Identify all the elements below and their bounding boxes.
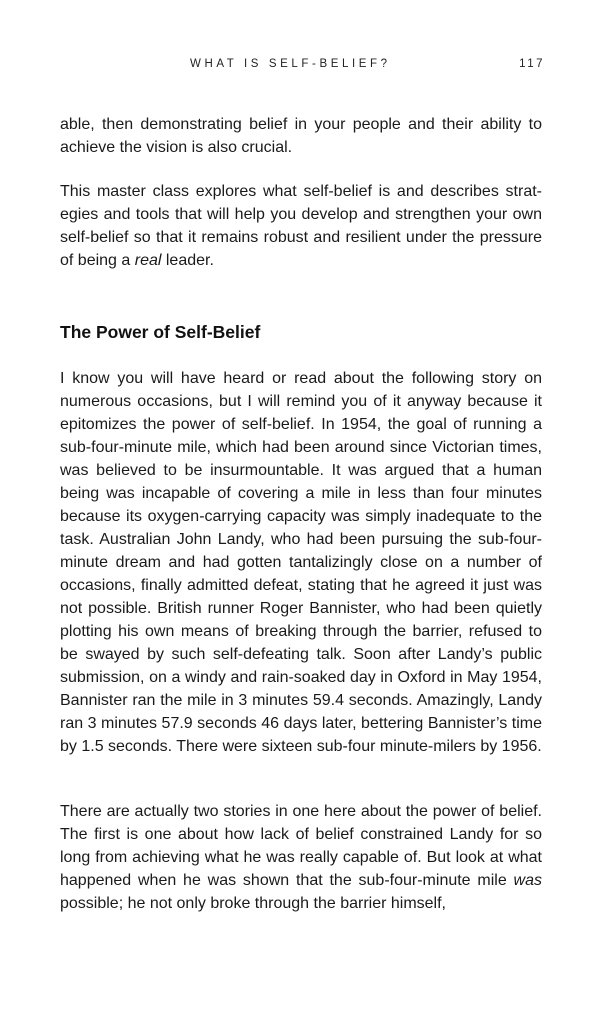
paragraph-bannister-story — [60, 367, 542, 758]
paragraph-3: I know you will have heard or read about the following story on numerous occasions, but I will remind you of it anyway because it epitomizes the power of self-belief. In 1954, the goal of running a sub-four-minute mile, which had been around since Victorian times, was believed to be insurmountable. It was argued that a human being was incapable of covering a mile in less than four minutes because its oxygen-carrying capacity was simply inadequate to the task. Australian John Landy, who had been pursuing the sub-four-minute dream and had gotten tantalizingly close on a number of occasions, finally admitted defeat, stating that he agreed it just was not possible. British runner Roger Bannister, who had been quietly plotting his own means of breaking through the barrier, refused to be swayed by such self-defeating talk. Soon after Landy’s public submission, on a windy and rain-soaked day in Oxford in May 1954, Bannister ran the mile in 3 minutes 59.4 seconds. Amazingly, Landy ran 3 minutes 57.9 seconds 46 days later, bettering Bannister’s time by 1.5 seconds. There were sixteen sub-four minute-milers by 1956. — [60, 370, 542, 755]
paragraph-4-text-b: possible; he not only broke through the barrier himself, — [60, 895, 446, 912]
paragraph-continuation — [60, 113, 542, 159]
paragraph-4-text-a: There are actually two stories in one here about the power of belief. The first is one about how lack of belief constrained Landy for so long from achieving what he was really capable of. But look at what happened when he was shown that the sub-four-minute mile — [60, 803, 542, 889]
page-number: 117 — [519, 58, 545, 70]
paragraph-2-emphasis: real — [134, 252, 162, 269]
paragraph-1: able, then demonstrating belief in your people and their ability to achieve the vision is also crucial. — [60, 116, 542, 156]
paragraph-master-class — [60, 180, 542, 272]
running-head — [60, 58, 545, 72]
paragraph-4 — [60, 800, 542, 915]
paragraph-two-stories — [60, 800, 542, 915]
paragraph-4-emphasis: was — [513, 872, 542, 889]
running-head-title: WHAT IS SELF-BELIEF? — [190, 58, 391, 70]
paragraph-2-text-b: leader. — [161, 252, 214, 269]
section-heading: The Power of Self-Belief — [60, 322, 261, 342]
paragraph-2 — [60, 180, 542, 272]
paragraph-2-text-a: This master class explores what self-belief is and describes strategies and tools that will help you develop and strengthen your own self-belief so that it remains robust and resilient under the pressure of being a — [60, 183, 542, 269]
